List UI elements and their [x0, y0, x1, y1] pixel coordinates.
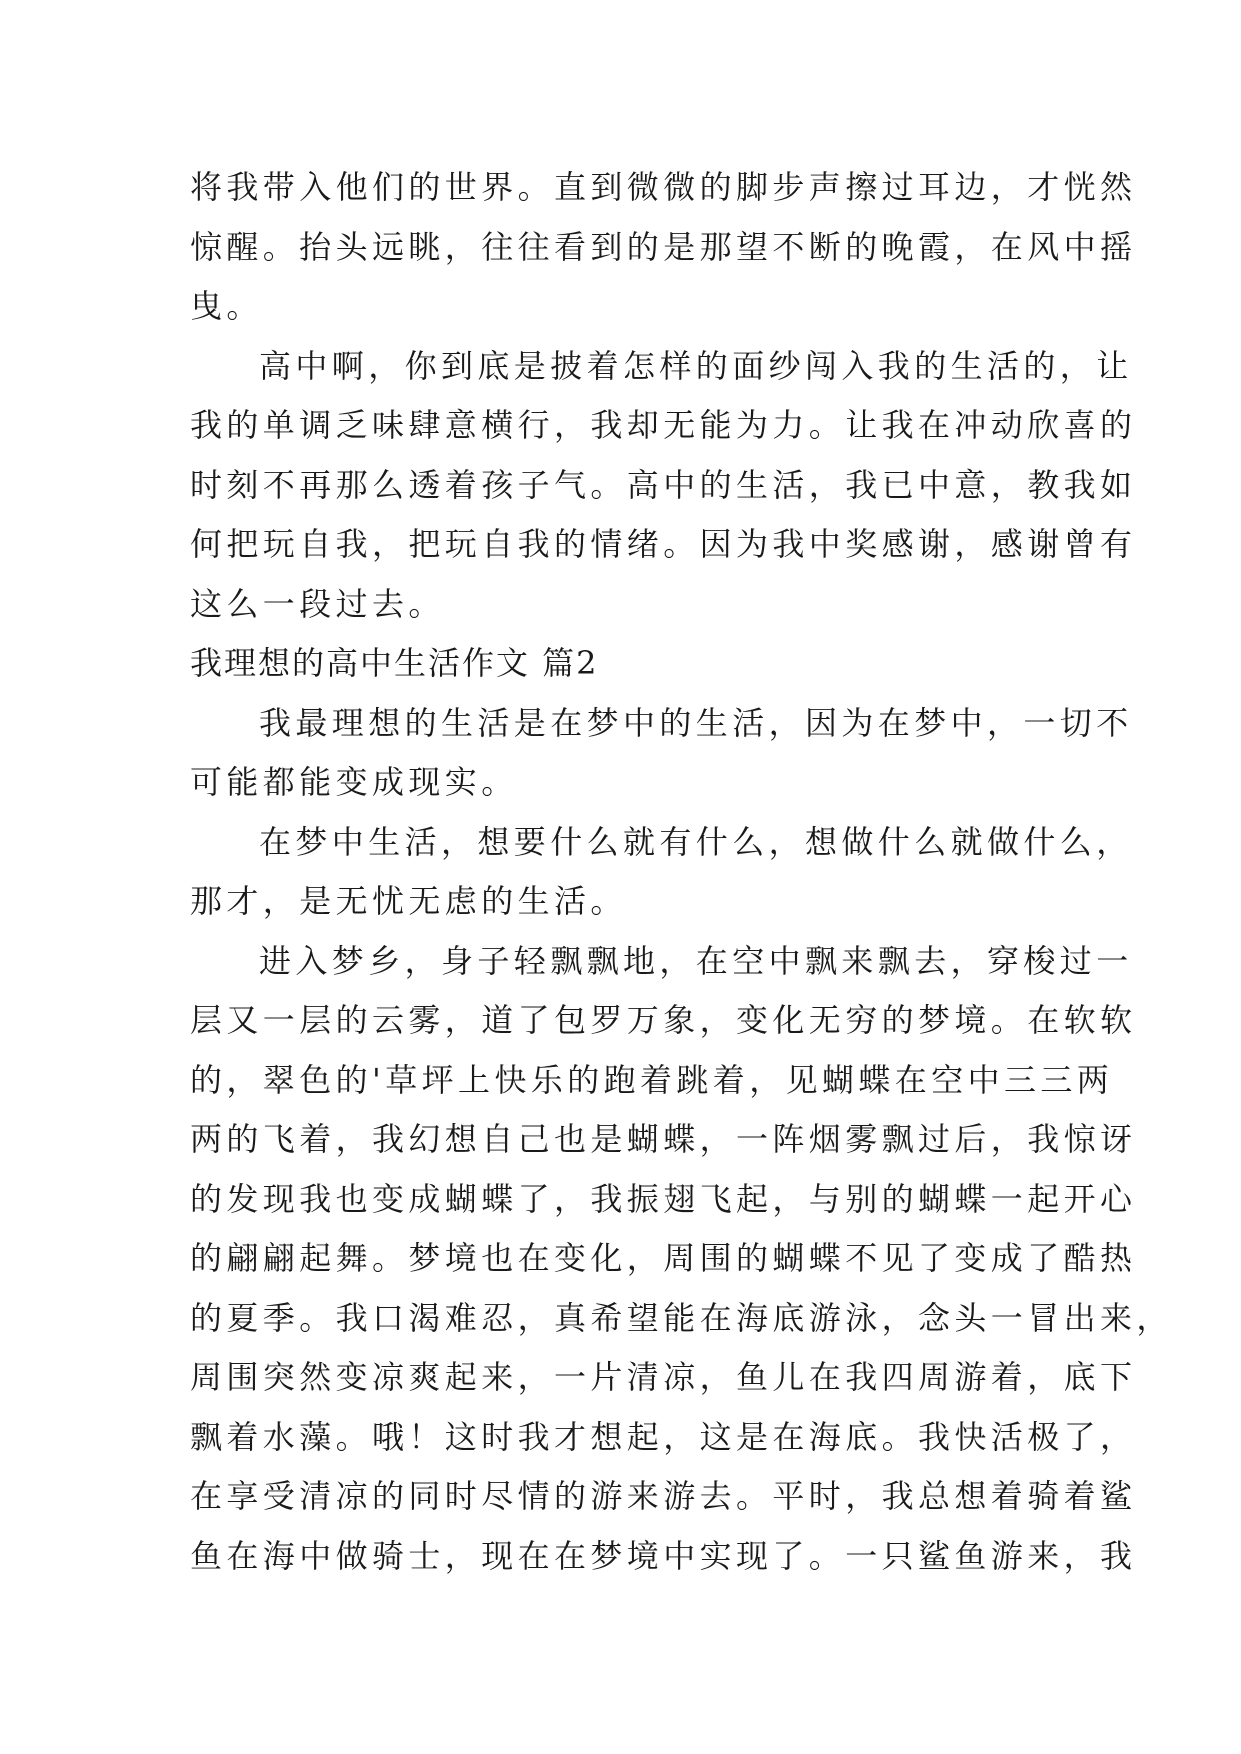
text-line: 的夏季。我口渴难忍，真希望能在海底游泳，念头一冒出来，: [190, 1298, 1173, 1337]
text-line: 两的飞着，我幻想自己也是蝴蝶，一阵烟雾飘过后，我惊讶: [190, 1120, 1137, 1158]
text-line: 的发现我也变成蝴蝶了，我振翅飞起，与别的蝴蝶一起开心: [190, 1179, 1137, 1218]
text-line: 周围突然变凉爽起来，一片清凉，鱼儿在我四周游着，底下: [190, 1358, 1137, 1396]
text-line: 进入梦乡，身子轻飘飘地，在空中飘来飘去，穿梭过一: [259, 941, 1133, 980]
text-line: 我的单调乏味肆意横行，我却无能为力。让我在冲动欣喜的: [190, 406, 1137, 444]
text-line: 何把玩自我，把玩自我的情绪。因为我中奖感谢，感谢曾有: [190, 525, 1137, 563]
text-line: 的翩翩起舞。梦境也在变化，周围的蝴蝶不见了变成了酷热: [190, 1239, 1137, 1277]
text-line: 高中啊，你到底是披着怎样的面纱闯入我的生活的，让: [259, 346, 1133, 385]
text-line: 在梦中生活，想要什么就有什么，想做什么就做什么，: [259, 822, 1133, 861]
text-line: 飘着水藻。哦！这时我才想起，这是在海底。我快活极了，: [190, 1417, 1137, 1456]
text-line: 鱼在海中做骑士，现在在梦境中实现了。一只鲨鱼游来，我: [190, 1536, 1137, 1575]
text-line: 那才，是无忧无虑的生活。: [190, 882, 627, 920]
document-body: [190, 158, 1173, 1586]
text-line: 可能都能变成现实。: [190, 763, 518, 801]
text-line: 我最理想的生活是在梦中的生活，因为在梦中，一切不: [259, 703, 1133, 742]
text-line: 这么一段过去。: [190, 584, 445, 623]
text-line: 的，翠色的'草坪上快乐的跑着跳着，见蝴蝶在空中三三两: [190, 1060, 1114, 1099]
text-line: 时刻不再那么透着孩子气。高中的生活，我已中意，教我如: [190, 465, 1137, 504]
text-line: 在享受清凉的同时尽情的游来游去。平时，我总想着骑着鲨: [190, 1477, 1137, 1515]
text-line: 惊醒。抬头远眺，往往看到的是那望不断的晚霞，在风中摇: [190, 227, 1137, 266]
text-line: 层又一层的云雾，道了包罗万象，变化无穷的梦境。在软软: [190, 1001, 1137, 1039]
text-line: 曳。: [190, 287, 263, 325]
section-heading: 我理想的高中生活作文 篇2: [190, 644, 599, 682]
text-line: 将我带入他们的世界。直到微微的脚步声擦过耳边，才恍然: [190, 168, 1137, 206]
